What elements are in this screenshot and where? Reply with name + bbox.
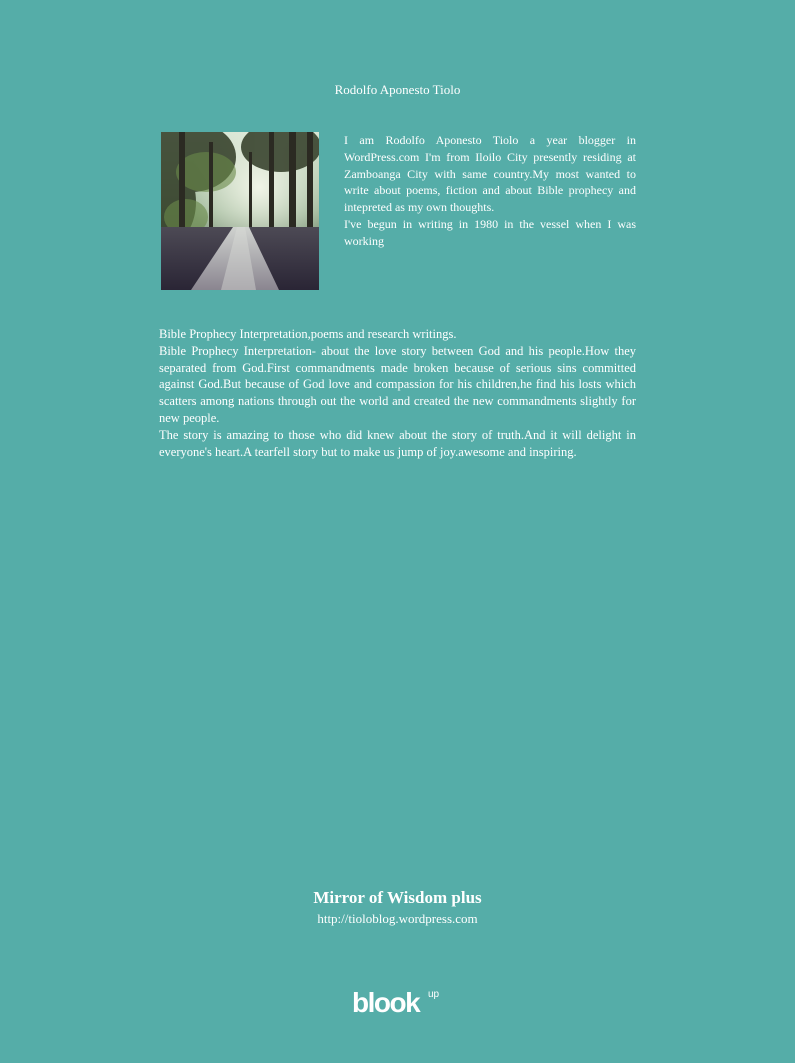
author-photo — [161, 132, 319, 290]
description-paragraph: The story is amazing to those who did knew about the story of truth.And it will delight in everyone's heart.A tearfell story but to make us jump of joy.awesome and inspiring. — [159, 427, 636, 459]
book-url: http://tioloblog.wordpress.com — [317, 911, 478, 926]
author-bio — [344, 132, 636, 250]
forest-path-photo-icon — [161, 132, 319, 290]
description-paragraph: Bible Prophecy Interpretation,poems and research writings. — [159, 327, 457, 341]
bio-paragraph: I've begun in writing in 1980 in the vessel when I was working — [344, 216, 636, 248]
bio-paragraph: I am Rodolfo Aponesto Tiolo a year blogger in WordPress.com I'm from Iloilo City presently residing at Zamboanga City with same country.My most wanted to write about poems, fiction and about Bible prophecy and intepreted as my own thoughts. — [344, 133, 636, 215]
blookup-logo — [350, 986, 450, 1020]
logo-text: blook — [352, 987, 420, 1018]
author-name: Rodolfo Aponesto Tiolo — [334, 82, 461, 97]
book-description — [159, 326, 636, 460]
description-paragraph: Bible Prophecy Interpretation- about the love story between God and his people.How they separated from God.First commandments made broken because of serious sins committed against God.But because of God love and compassion for his children,he find his losts which scatters among nations through out the world and created the new commandments slightly for new people. — [159, 343, 636, 425]
logo-superscript: up — [428, 989, 440, 1000]
book-title: Mirror of Wisdom plus — [313, 888, 482, 907]
